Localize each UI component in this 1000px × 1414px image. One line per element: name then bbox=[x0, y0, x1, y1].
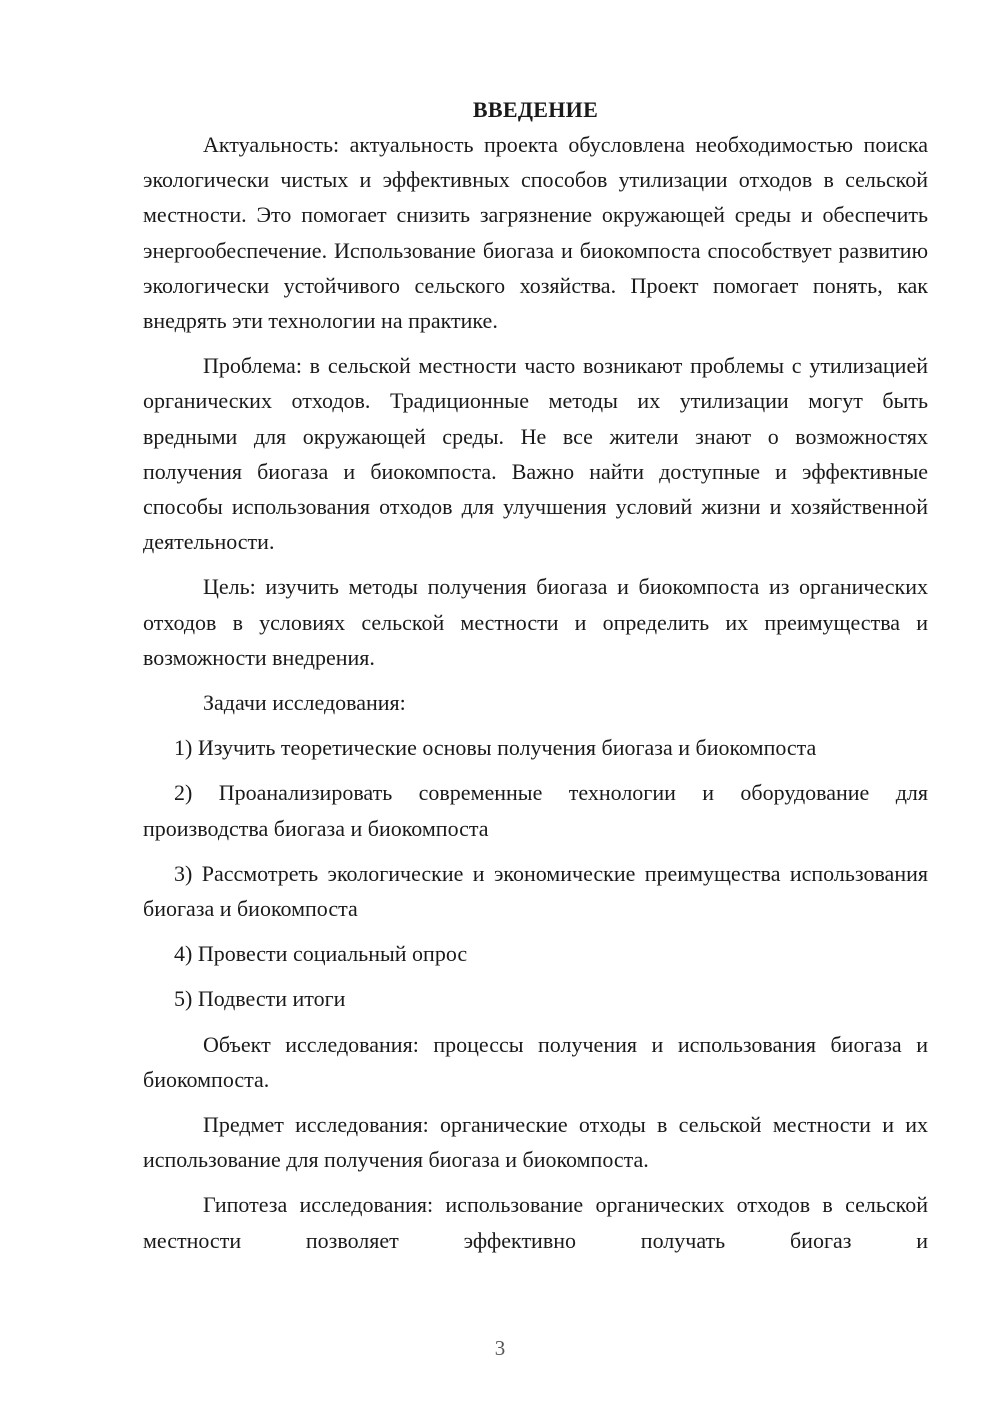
paragraph-goal: Цель: изучить методы получения биогаза и биокомпоста из органических отходов в условиях сельской местности и определить их преимущества и возможности внедрения. bbox=[143, 574, 928, 670]
task-item-3: 3) Рассмотреть экологические и экономические преимущества использования биогаза и биокомпоста bbox=[143, 860, 928, 922]
paragraph-problem: Проблема: в сельской местности часто возникают проблемы с утилизацией органических отходов. Традиционные методы их утилизации могут быть вредными для окружающей среды. Не все жители знают о возможностях получения биогаза и биокомпоста. Важно найти доступные и эффективные способы использования отходов для улучшения условий жизни и хозяйственной деятельности. bbox=[143, 353, 928, 555]
document-page bbox=[143, 92, 928, 1268]
paragraph-hypothesis: Гипотеза исследования: использование органических отходов в сельской местности позволяет эффективно получать биогаз и bbox=[143, 1192, 928, 1253]
page-number: 3 bbox=[494, 1336, 506, 1360]
task-item-5: 5) Подвести итоги bbox=[174, 986, 346, 1012]
paragraph-subject: Предмет исследования: органические отходы в сельской местности и их использование для получения биогаза и биокомпоста. bbox=[143, 1112, 928, 1173]
paragraph-tasks-heading: Задачи исследования: bbox=[203, 690, 406, 716]
task-item-1: 1) Изучить теоретические основы получения биогаза и биокомпоста bbox=[174, 735, 817, 761]
task-item-4: 4) Провести социальный опрос bbox=[174, 941, 468, 967]
task-item-2: 2) Проанализировать современные технологии и оборудование для производства биогаза и биокомпоста bbox=[143, 780, 928, 841]
paragraph-relevance: Актуальность: актуальность проекта обусловлена необходимостью поиска экологически чистых и эффективных способов утилизации отходов в сельской местности. Это помогает снизить загрязнение окружающей среды и обеспечить энергообеспечение. Использование биогаза и биокомпоста способствует развитию экологически устойчивого сельского хозяйства. Проект помогает понять, как внедрять эти технологии на практике. bbox=[143, 132, 928, 334]
paragraph-object: Объект исследования: процессы получения и использования биогаза и биокомпоста. bbox=[143, 1031, 928, 1092]
section-title: ВВЕДЕНИЕ bbox=[472, 97, 599, 122]
